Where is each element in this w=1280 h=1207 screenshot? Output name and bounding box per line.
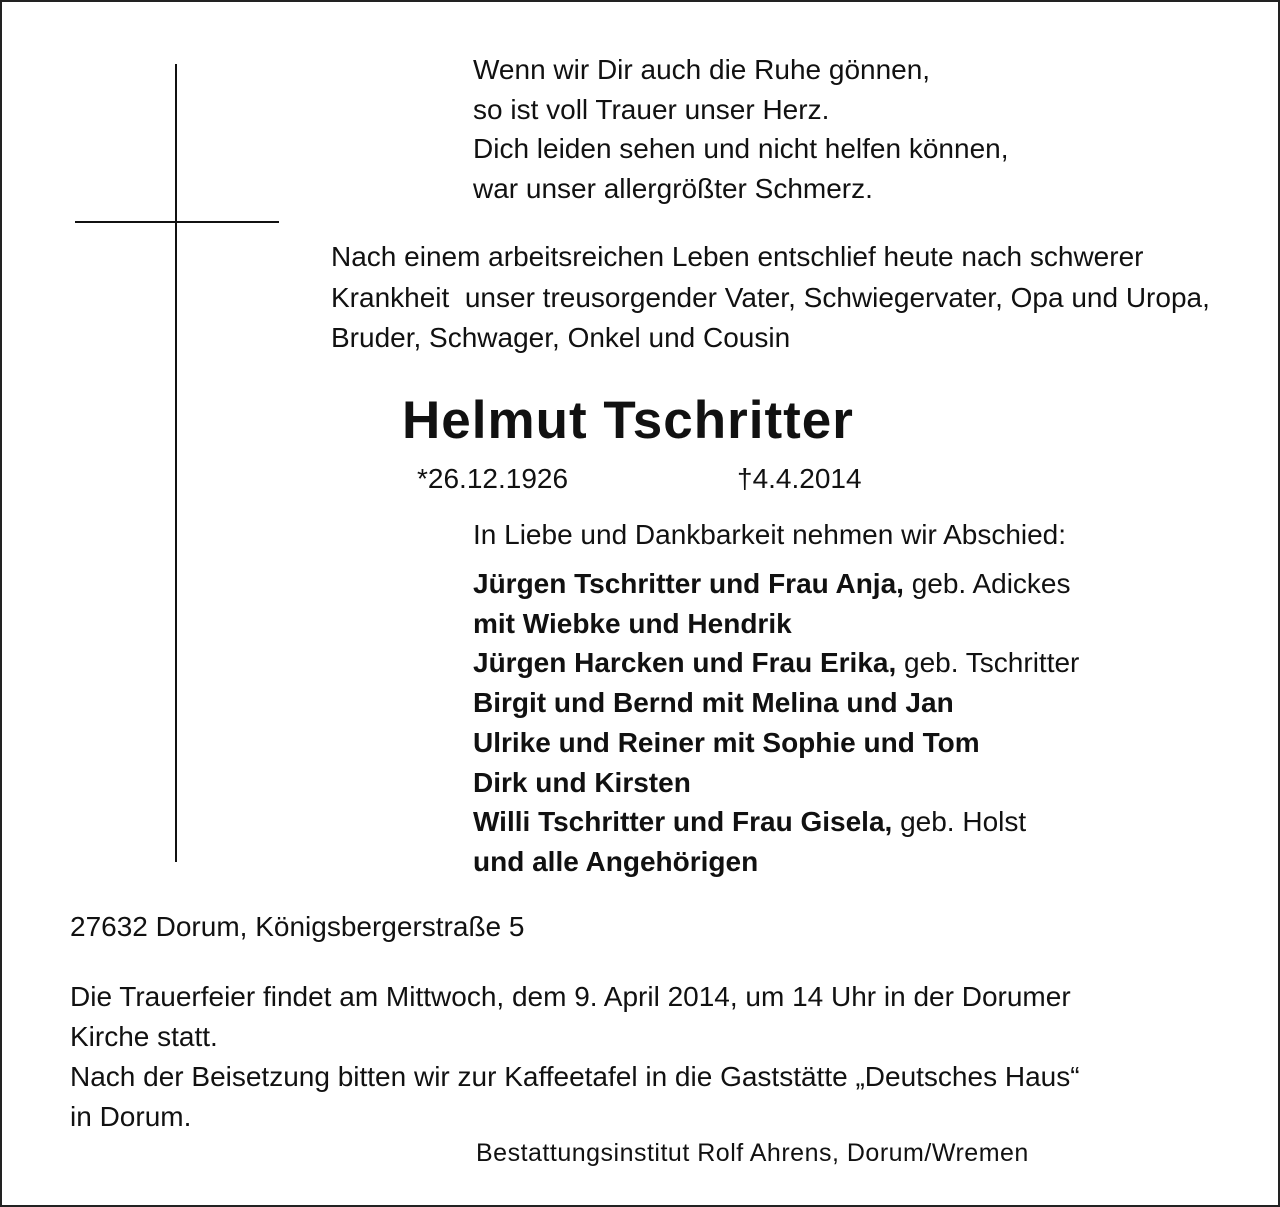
- poem-line: so ist voll Trauer unser Herz.: [473, 93, 830, 125]
- mourner-entry: [473, 802, 1079, 842]
- intro-line: Bruder, Schwager, Onkel und Cousin: [331, 322, 791, 353]
- mourner-entry: [473, 763, 1079, 803]
- funeral-line: Nach der Beisetzung bitten wir zur Kaffeetafel in die Gaststätte „Deutsches Haus“: [70, 1061, 1080, 1092]
- mourner-note: geb. Holst: [892, 806, 1027, 838]
- funeral-line: in Dorum.: [70, 1101, 192, 1132]
- deceased-name: Helmut Tschritter: [402, 391, 854, 450]
- intro-text: [331, 237, 1210, 359]
- funeral-line: Die Trauerfeier findet am Mittwoch, dem 9. April 2014, um 14 Uhr in der Dorumer: [70, 981, 1071, 1012]
- undertaker-credit: Bestattungsinstitut Rolf Ahrens, Dorum/Wremen: [476, 1139, 1029, 1167]
- mourner-note: geb. Tschritter: [896, 647, 1080, 679]
- poem-line: Dich leiden sehen und nicht helfen können,: [473, 133, 1009, 164]
- farewell-text: In Liebe und Dankbarkeit nehmen wir Abschied:: [473, 519, 1067, 550]
- poem-line: war unser allergrößter Schmerz.: [473, 172, 873, 204]
- funeral-info: [70, 977, 1080, 1137]
- mourner-name: Ulrike und Reiner mit Sophie und Tom: [473, 726, 980, 758]
- cross-icon-horizontal: [75, 221, 279, 223]
- funeral-line: Kirche statt.: [70, 1021, 218, 1052]
- mourner-entry: [473, 643, 1079, 683]
- mourner-entry: [473, 564, 1079, 604]
- mourners-list: [473, 564, 1079, 882]
- mourner-entry: [473, 723, 1079, 763]
- mourner-name: Willi Tschritter und Frau Gisela,: [473, 806, 893, 838]
- mourner-entry: [473, 683, 1079, 723]
- mourner-name: und alle Angehörigen: [473, 845, 759, 877]
- intro-line: Krankheit unser treusorgender Vater, Schwiegervater, Opa und Uropa,: [331, 281, 1210, 313]
- birth-date: *26.12.1926: [417, 463, 569, 494]
- address: 27632 Dorum, Königsbergerstraße 5: [70, 911, 525, 942]
- poem: [473, 50, 1009, 208]
- mourner-name: Jürgen Harcken und Frau Erika,: [473, 647, 897, 679]
- cross-icon-vertical: [175, 64, 177, 862]
- mourner-entry: [473, 842, 1079, 882]
- mourner-entry: [473, 604, 1079, 644]
- mourner-name: Jürgen Tschritter und Frau Anja,: [473, 568, 904, 599]
- intro-line: Nach einem arbeitsreichen Leben entschlief heute nach schwerer: [331, 241, 1144, 272]
- poem-line: Wenn wir Dir auch die Ruhe gönnen,: [473, 54, 931, 85]
- mourner-name: Birgit und Bernd mit Melina und Jan: [473, 687, 954, 719]
- mourner-name: Dirk und Kirsten: [473, 766, 691, 798]
- mourner-note: geb. Adickes: [903, 568, 1071, 599]
- mourner-name: mit Wiebke und Hendrik: [473, 607, 792, 639]
- death-date: †4.4.2014: [737, 463, 862, 494]
